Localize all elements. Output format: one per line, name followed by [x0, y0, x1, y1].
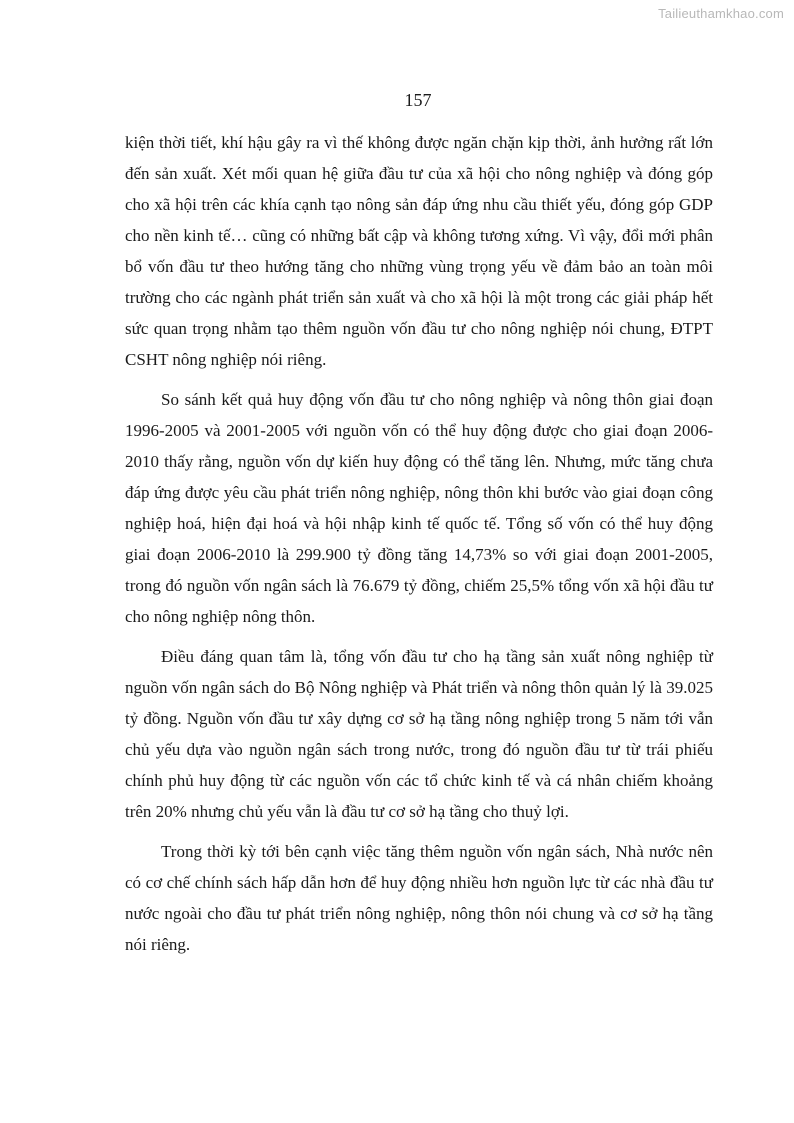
watermark: Tailieuthamkhao.com	[658, 6, 784, 21]
paragraph-funding-comparison: So sánh kết quả huy động vốn đầu tư cho nông nghiệp và nông thôn giai đoạn 1996-2005 và 2001-2005 với nguồn vốn có thể huy động được cho giai đoạn 2006-2010 thấy rằng, nguồn vốn dự kiến huy động có thể tăng lên. Nhưng, mức tăng chưa đáp ứng được yêu cầu phát triển nông nghiệp, nông thôn khi bước vào giai đoạn công nghiệp hoá, hiện đại hoá và hội nhập kinh tế quốc tế. Tổng số vốn có thể huy động giai đoạn 2006-2010 là 299.900 tỷ đồng tăng 14,73% so với giai đoạn 2001-2005, trong đó nguồn vốn ngân sách là 76.679 tỷ đồng, chiếm 25,5% tổng vốn xã hội đầu tư cho nông nghiệp nông thôn.	[125, 390, 713, 626]
paragraph-infrastructure-budget: Điều đáng quan tâm là, tổng vốn đầu tư cho hạ tầng sản xuất nông nghiệp từ nguồn vốn ngân sách do Bộ Nông nghiệp và Phát triển và nông thôn quản lý là 39.025 tỷ đồng. Nguồn vốn đầu tư xây dựng cơ sở hạ tầng nông nghiệp trong 5 năm tới vẫn chủ yếu dựa vào nguồn ngân sách trong nước, trong đó nguồn đầu tư từ trái phiếu chính phủ huy động từ các nguồn vốn các tổ chức kinh tế và cá nhân chiếm khoảng trên 20% nhưng chủ yếu vẫn là đầu tư cơ sở hạ tầng cho thuỷ lợi.	[125, 647, 713, 821]
paragraph-continuation: kiện thời tiết, khí hậu gây ra vì thế không được ngăn chặn kịp thời, ảnh hưởng rất lớn đến sản xuất. Xét mối quan hệ giữa đầu tư của xã hội cho nông nghiệp và đóng góp cho xã hội trên các khía cạnh tạo nông sản đáp ứng nhu cầu thiết yếu, đóng góp GDP cho nền kinh tế… cũng có những bất cập và không tương xứng. Vì vậy, đổi mới phân bổ vốn đầu tư theo hướng tăng cho những vùng trọng yếu về đảm bảo an toàn môi trường cho các ngành phát triển sản xuất và cho xã hội là một trong các giải pháp hết sức quan trọng nhằm tạo thêm nguồn vốn đầu tư cho nông nghiệp nói chung, ĐTPT CSHT nông nghiệp nói riêng.	[125, 133, 713, 369]
page-number: 157	[404, 90, 432, 110]
body-text	[125, 127, 713, 969]
paragraph-future-policy: Trong thời kỳ tới bên cạnh việc tăng thêm nguồn vốn ngân sách, Nhà nước nên có cơ chế chính sách hấp dẫn hơn để huy động nhiều hơn nguồn lực từ các nhà đầu tư nước ngoài cho đầu tư phát triển nông nghiệp, nông thôn nói chung và cơ sở hạ tầng nói riêng.	[125, 842, 713, 954]
